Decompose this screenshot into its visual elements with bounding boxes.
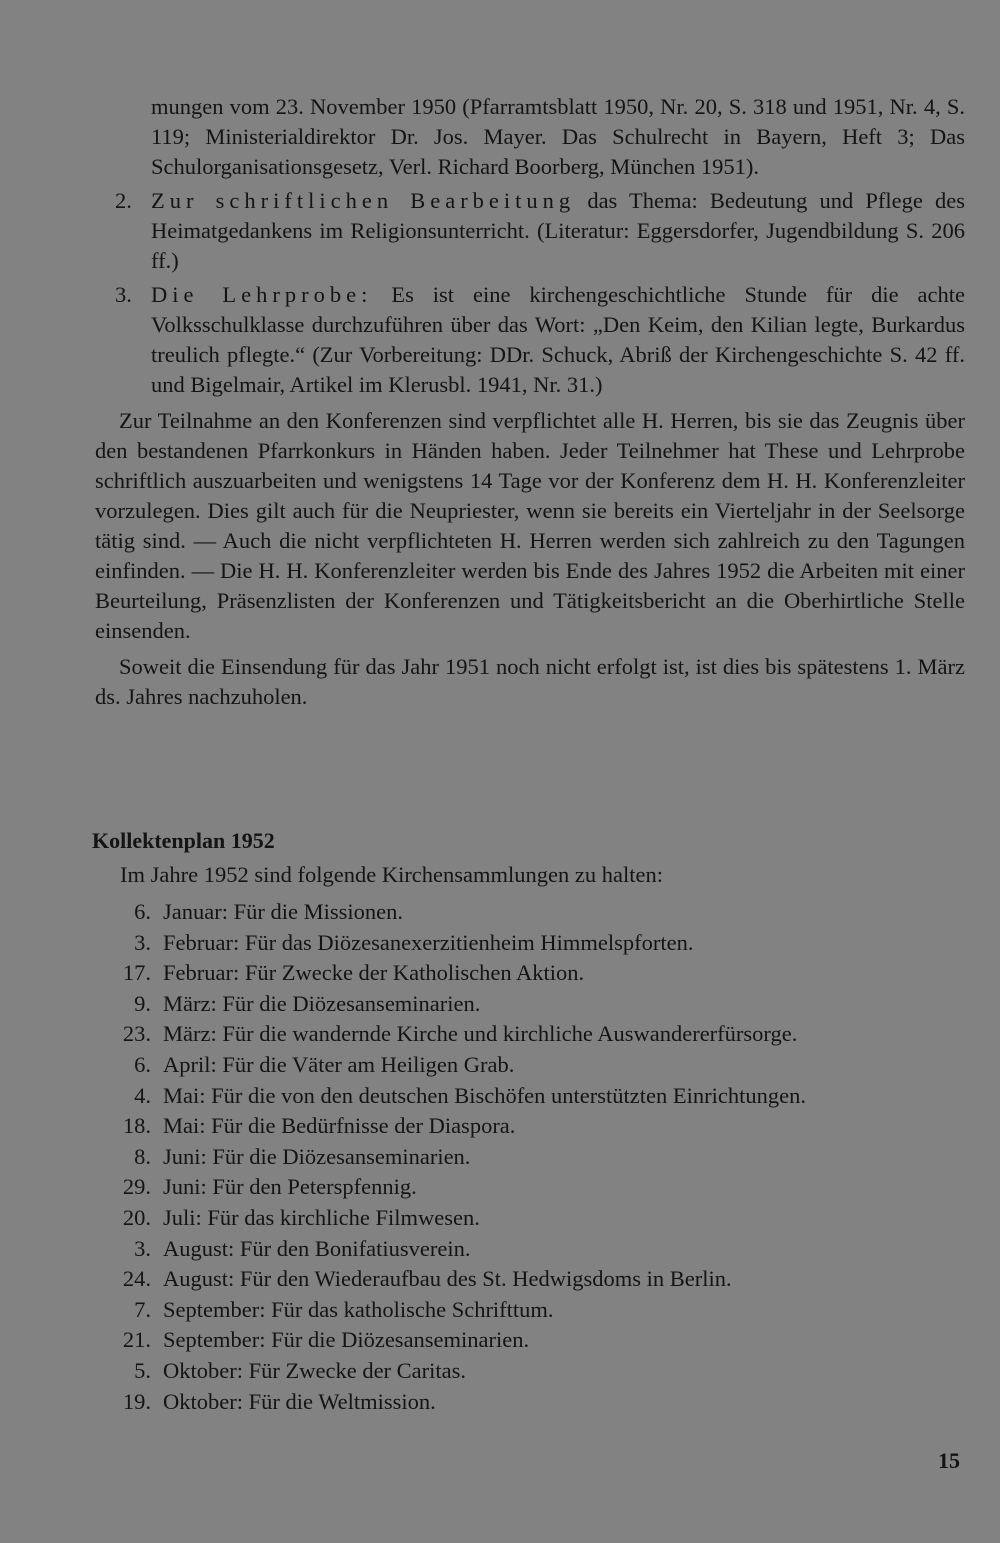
collection-date: 20. (122, 1204, 151, 1230)
collection-date: 8. (134, 1143, 151, 1169)
list-item-lead: Die Lehrprobe: (151, 282, 373, 307)
collection-purpose: April: Für die Väter am Heiligen Grab. (163, 1051, 515, 1077)
collection-date: 5. (134, 1357, 151, 1383)
conference-text-block (95, 92, 965, 712)
section-title: Kollektenplan 1952 (92, 828, 275, 853)
list-item (95, 1111, 965, 1142)
collection-date: 24. (122, 1266, 151, 1292)
collection-date: 18. (122, 1113, 151, 1139)
collection-date: 6. (134, 1051, 151, 1077)
list-item (95, 1264, 965, 1295)
collection-purpose: Oktober: Für die Weltmission. (163, 1388, 436, 1414)
list-item (95, 1356, 965, 1387)
collection-purpose: März: Für die wandernde Kirche und kirchliche Auswandererfürsorge. (163, 1021, 798, 1047)
collection-date: 29. (122, 1174, 151, 1200)
list-item (95, 1081, 965, 1112)
kollektenplan-list (95, 897, 965, 1417)
list-item-written-work (95, 186, 965, 276)
collection-date: 9. (134, 990, 151, 1016)
list-item (95, 989, 965, 1020)
list-item-lead: Zur schriftlichen Bearbeitung (151, 188, 576, 213)
list-item (95, 1234, 965, 1265)
collection-date: 4. (134, 1082, 151, 1108)
page-number: 15 (938, 1448, 960, 1473)
list-item-text: Es ist eine kirchengeschichtliche Stunde für die achte Volksschulklasse durchzuführen über das Wort: „Den Keim, den Kilian legte, Burkardus treulich pflegte.“ (Zur Vorbereitung: DDr. Schuck, Abriß der Kirchengeschichte S. 42 ff. und Bigelmair, Artikel im Klerusbl. 1941, Nr. 31.) (151, 282, 965, 397)
participation-paragraph: Zur Teilnahme an den Konferenzen sind verpflichtet alle H. Herren, bis sie das Zeugnis über den bestandenen Pfarrkonkurs in Händen haben. Jeder Teilnehmer hat These und Lehrprobe schriftlich auszuarbeiten und wenigstens 14 Tage vor der Konferenz dem H. H. Konferenzleiter vorzulegen. Dies gilt auch für die Neupriester, wenn sie bereits ein Vierteljahr in der Seelsorge tätig sind. — Auch die nicht verpflichteten H. Herren werden sich zahlreich zu den Tagungen einfinden. — Die H. H. Konferenzleiter werden bis Ende des Jahres 1952 die Arbeiten mit einer Beurteilung, Präsenzlisten der Konferenzen und Tätigkeitsbericht an die Oberhirtliche Stelle einsenden. (95, 408, 965, 643)
continuation-text: mungen vom 23. November 1950 (Pfarramtsblatt 1950, Nr. 20, S. 318 und 1951, Nr. 4, S. 119; Ministerialdirektor Dr. Jos. Mayer. Das Schulrecht in Bayern, Heft 3; Das Schulorganisationsgesetz, Verl. Richard Boorberg, München 1951). (151, 94, 965, 179)
submission-paragraph: Soweit die Einsendung für das Jahr 1951 noch nicht erfolgt ist, ist dies bis spätestens 1. März ds. Jahres nachzuholen. (95, 654, 965, 709)
list-item (95, 958, 965, 989)
collection-purpose: Mai: Für die Bedürfnisse der Diaspora. (163, 1113, 516, 1139)
collection-purpose: August: Für den Bonifatiusverein. (163, 1235, 471, 1261)
list-item (95, 897, 965, 928)
collection-purpose: August: Für den Wiederaufbau des St. Hedwigsdoms in Berlin. (163, 1266, 732, 1292)
list-item (95, 1295, 965, 1326)
collection-purpose: Juni: Für die Diözesanseminarien. (163, 1143, 471, 1169)
collection-date: 7. (134, 1296, 151, 1322)
list-item (95, 1050, 965, 1081)
collection-purpose: März: Für die Diözesanseminarien. (163, 990, 481, 1016)
collection-purpose: Februar: Für das Diözesanexerzitienheim Himmelspforten. (163, 929, 694, 955)
list-item (95, 1203, 965, 1234)
collection-purpose: Oktober: Für Zwecke der Caritas. (163, 1357, 467, 1383)
list-item-number: 3. (115, 282, 132, 307)
collection-purpose: Januar: Für die Missionen. (163, 899, 403, 924)
list-item-number: 2. (115, 188, 132, 213)
collection-purpose: Mai: Für die von den deutschen Bischöfen unterstützten Einrichtungen. (163, 1082, 806, 1108)
collection-purpose: Februar: Für Zwecke der Katholischen Aktion. (163, 960, 585, 986)
continuation-paragraph (95, 92, 965, 182)
collection-date: 6. (134, 899, 151, 924)
collection-date: 17. (122, 960, 151, 986)
collection-date: 3. (134, 929, 151, 955)
list-item (95, 1142, 965, 1173)
collection-purpose: Juni: Für den Peterspfennig. (163, 1174, 417, 1200)
list-item (95, 1387, 965, 1418)
collection-date: 21. (122, 1327, 151, 1353)
collection-date: 23. (122, 1021, 151, 1047)
collection-purpose: September: Für das katholische Schrifttum. (163, 1296, 554, 1322)
collection-date: 19. (122, 1388, 151, 1414)
list-item (95, 1172, 965, 1203)
list-item (95, 1019, 965, 1050)
list-item-lehrprobe (95, 280, 965, 400)
list-item (95, 1325, 965, 1356)
kollektenplan-intro: Im Jahre 1952 sind folgende Kirchensammlungen zu halten: (120, 862, 663, 887)
collection-purpose: September: Für die Diözesanseminarien. (163, 1327, 530, 1353)
collection-purpose: Juli: Für das kirchliche Filmwesen. (163, 1204, 480, 1230)
collection-date: 3. (134, 1235, 151, 1261)
list-item (95, 928, 965, 959)
list-item-text: das Thema: Bedeutung und Pflege des Heimatgedankens im Religionsunterricht. (Literatur: Eggersdorfer, Jugendbildung S. 206 ff.) (151, 188, 966, 273)
